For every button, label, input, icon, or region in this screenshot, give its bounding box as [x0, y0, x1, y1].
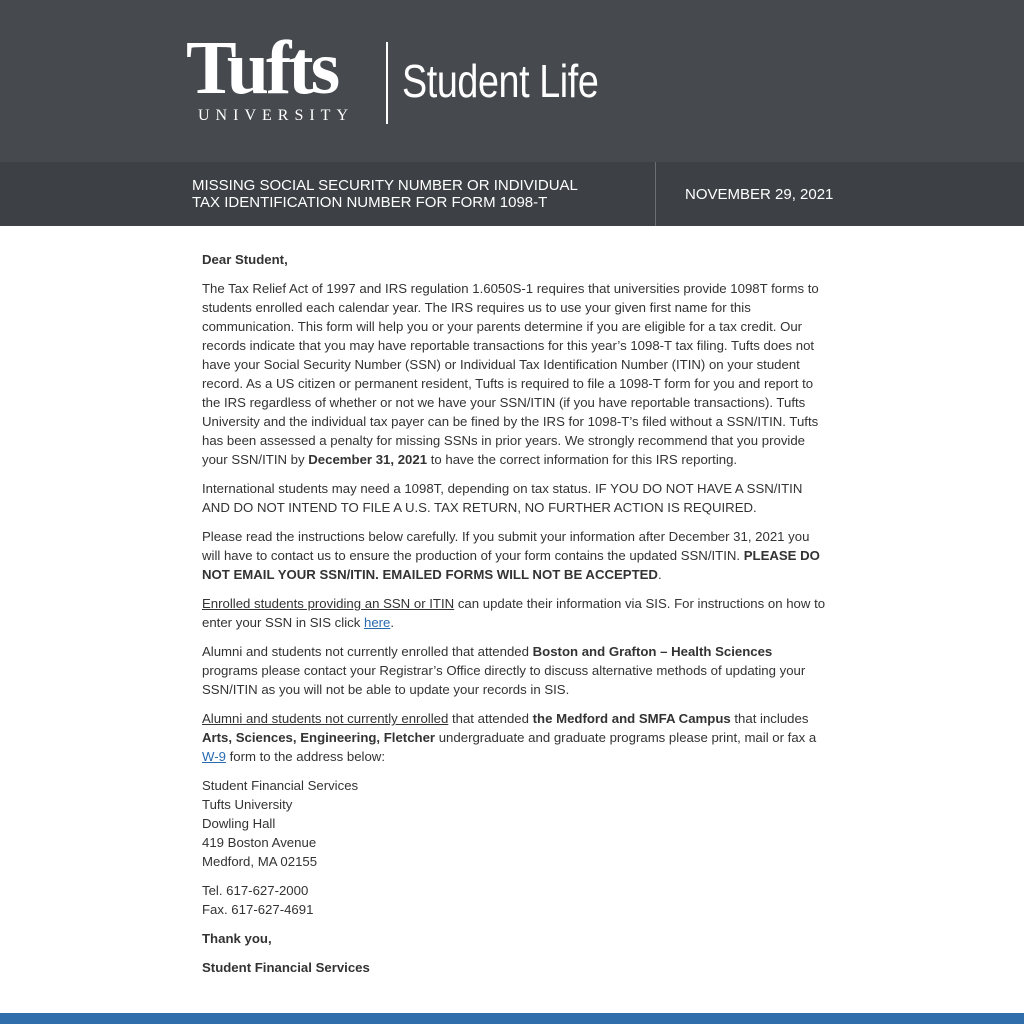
- p4-underline: Enrolled students providing an SSN or ITIN: [202, 596, 455, 611]
- p6-schools: Arts, Sciences, Engineering, Fletcher: [202, 730, 436, 745]
- subject-title: [192, 177, 632, 211]
- p6-campus: the Medford and SMFA Campus: [532, 711, 731, 726]
- p1-deadline: December 31, 2021: [308, 452, 428, 467]
- p5-text-b: programs please contact your Registrar’s Office directly to discuss alternative methods of updating your SSN/ITIN as you will not be able to update your records in SIS.: [202, 663, 806, 697]
- address-line: 419 Boston Avenue: [202, 835, 317, 850]
- email-date: NOVEMBER 29, 2021: [685, 186, 834, 203]
- address-line: Dowling Hall: [202, 816, 276, 831]
- banner-divider: [655, 162, 656, 226]
- p6-underline: Alumni and students not currently enrolled: [202, 711, 449, 726]
- greeting: Dear Student,: [202, 252, 288, 267]
- logo-student-life: Student Life: [402, 55, 599, 107]
- p6-text-c: undergraduate and graduate programs please print, mail or fax a: [435, 730, 817, 745]
- paragraph-enrolled: [202, 594, 826, 632]
- p6-text-a: that attended: [448, 711, 533, 726]
- logo-wordmark: Tufts: [186, 26, 338, 110]
- address-line: Student Financial Services: [202, 778, 359, 793]
- address-line: Tufts University: [202, 797, 293, 812]
- contact-numbers: [202, 881, 826, 919]
- p3-text-a: Please read the instructions below carefully. If you submit your information after December 31, 2021 you will have to contact us to ensure the production of your form contains the updated SSN/ITIN.: [202, 529, 810, 563]
- paragraph-health-sciences: [202, 642, 826, 699]
- paragraph-instructions: [202, 527, 826, 584]
- p5-text-a: Alumni and students not currently enrolled that attended: [202, 644, 533, 659]
- p6-text-b: that includes: [730, 711, 809, 726]
- subject-title-line-2: TAX IDENTIFICATION NUMBER FOR FORM 1098-T: [192, 194, 548, 211]
- logo-divider: [386, 42, 388, 124]
- p4-end: .: [390, 615, 395, 630]
- w9-link[interactable]: W-9: [202, 749, 226, 764]
- tufts-student-life-logo: [186, 26, 606, 130]
- paragraph-tax-relief: [202, 279, 826, 469]
- p3-warning: PLEASE DO NOT EMAIL YOUR SSN/ITIN. EMAILED FORMS WILL NOT BE ACCEPTED: [202, 548, 820, 582]
- mailing-address: [202, 776, 826, 871]
- fax: Fax. 617-627-4691: [202, 902, 314, 917]
- telephone: Tel. 617-627-2000: [202, 883, 309, 898]
- address-line: Medford, MA 02155: [202, 854, 318, 869]
- p3-end: .: [657, 567, 662, 582]
- p5-campus: Boston and Grafton – Health Sciences: [532, 644, 773, 659]
- email-header: [0, 0, 1024, 162]
- here-link[interactable]: here: [363, 615, 391, 630]
- subject-title-line-1: MISSING SOCIAL SECURITY NUMBER OR INDIVIDUAL: [192, 177, 578, 194]
- p4-text: can update their information via SIS. For instructions on how to enter your SSN in SIS click: [202, 596, 826, 630]
- p6-text-d: form to the address below:: [225, 749, 385, 764]
- p1-text-a: The Tax Relief Act of 1997 and IRS regulation 1.6050S-1 requires that universities provide 1098T forms to students enrolled each calendar year. The IRS requires us to use your given first name for this communication. This form will help you or your parents determine if you are eligible for a tax credit. Our records indicate that you may have reportable transactions for this year’s 1098-T tax filing. Tufts does not have your Social Security Number (SSN) or Individual Tax Identification Number (ITIN) on your student record. As a US citizen or permanent resident, Tufts is required to file a 1098-T form for you and report to the IRS regardless of whether or not we have your SSN/ITIN (if you have reportable transactions). Tufts University and the individual tax payer can be fined by the IRS for 1098-T’s filed without a SSN/ITIN. Tufts has been assessed a penalty for missing SSNs in prior years. We strongly recommend that you provide your SSN/ITIN by: [202, 281, 819, 467]
- p1-text-b: to have the correct information for this IRS reporting.: [427, 452, 738, 467]
- email-body: [202, 250, 826, 987]
- paragraph-medford: [202, 709, 826, 766]
- signature: Student Financial Services: [202, 960, 370, 975]
- logo-university: UNIVERSITY: [198, 107, 354, 124]
- footer-bar: [0, 1013, 1024, 1024]
- paragraph-international: International students may need a 1098T, depending on tax status. IF YOU DO NOT HAVE A SSN/ITIN AND DO NOT INTEND TO FILE A U.S. TAX RETURN, NO FURTHER ACTION IS REQUIRED.: [202, 481, 803, 515]
- closing: Thank you,: [202, 931, 272, 946]
